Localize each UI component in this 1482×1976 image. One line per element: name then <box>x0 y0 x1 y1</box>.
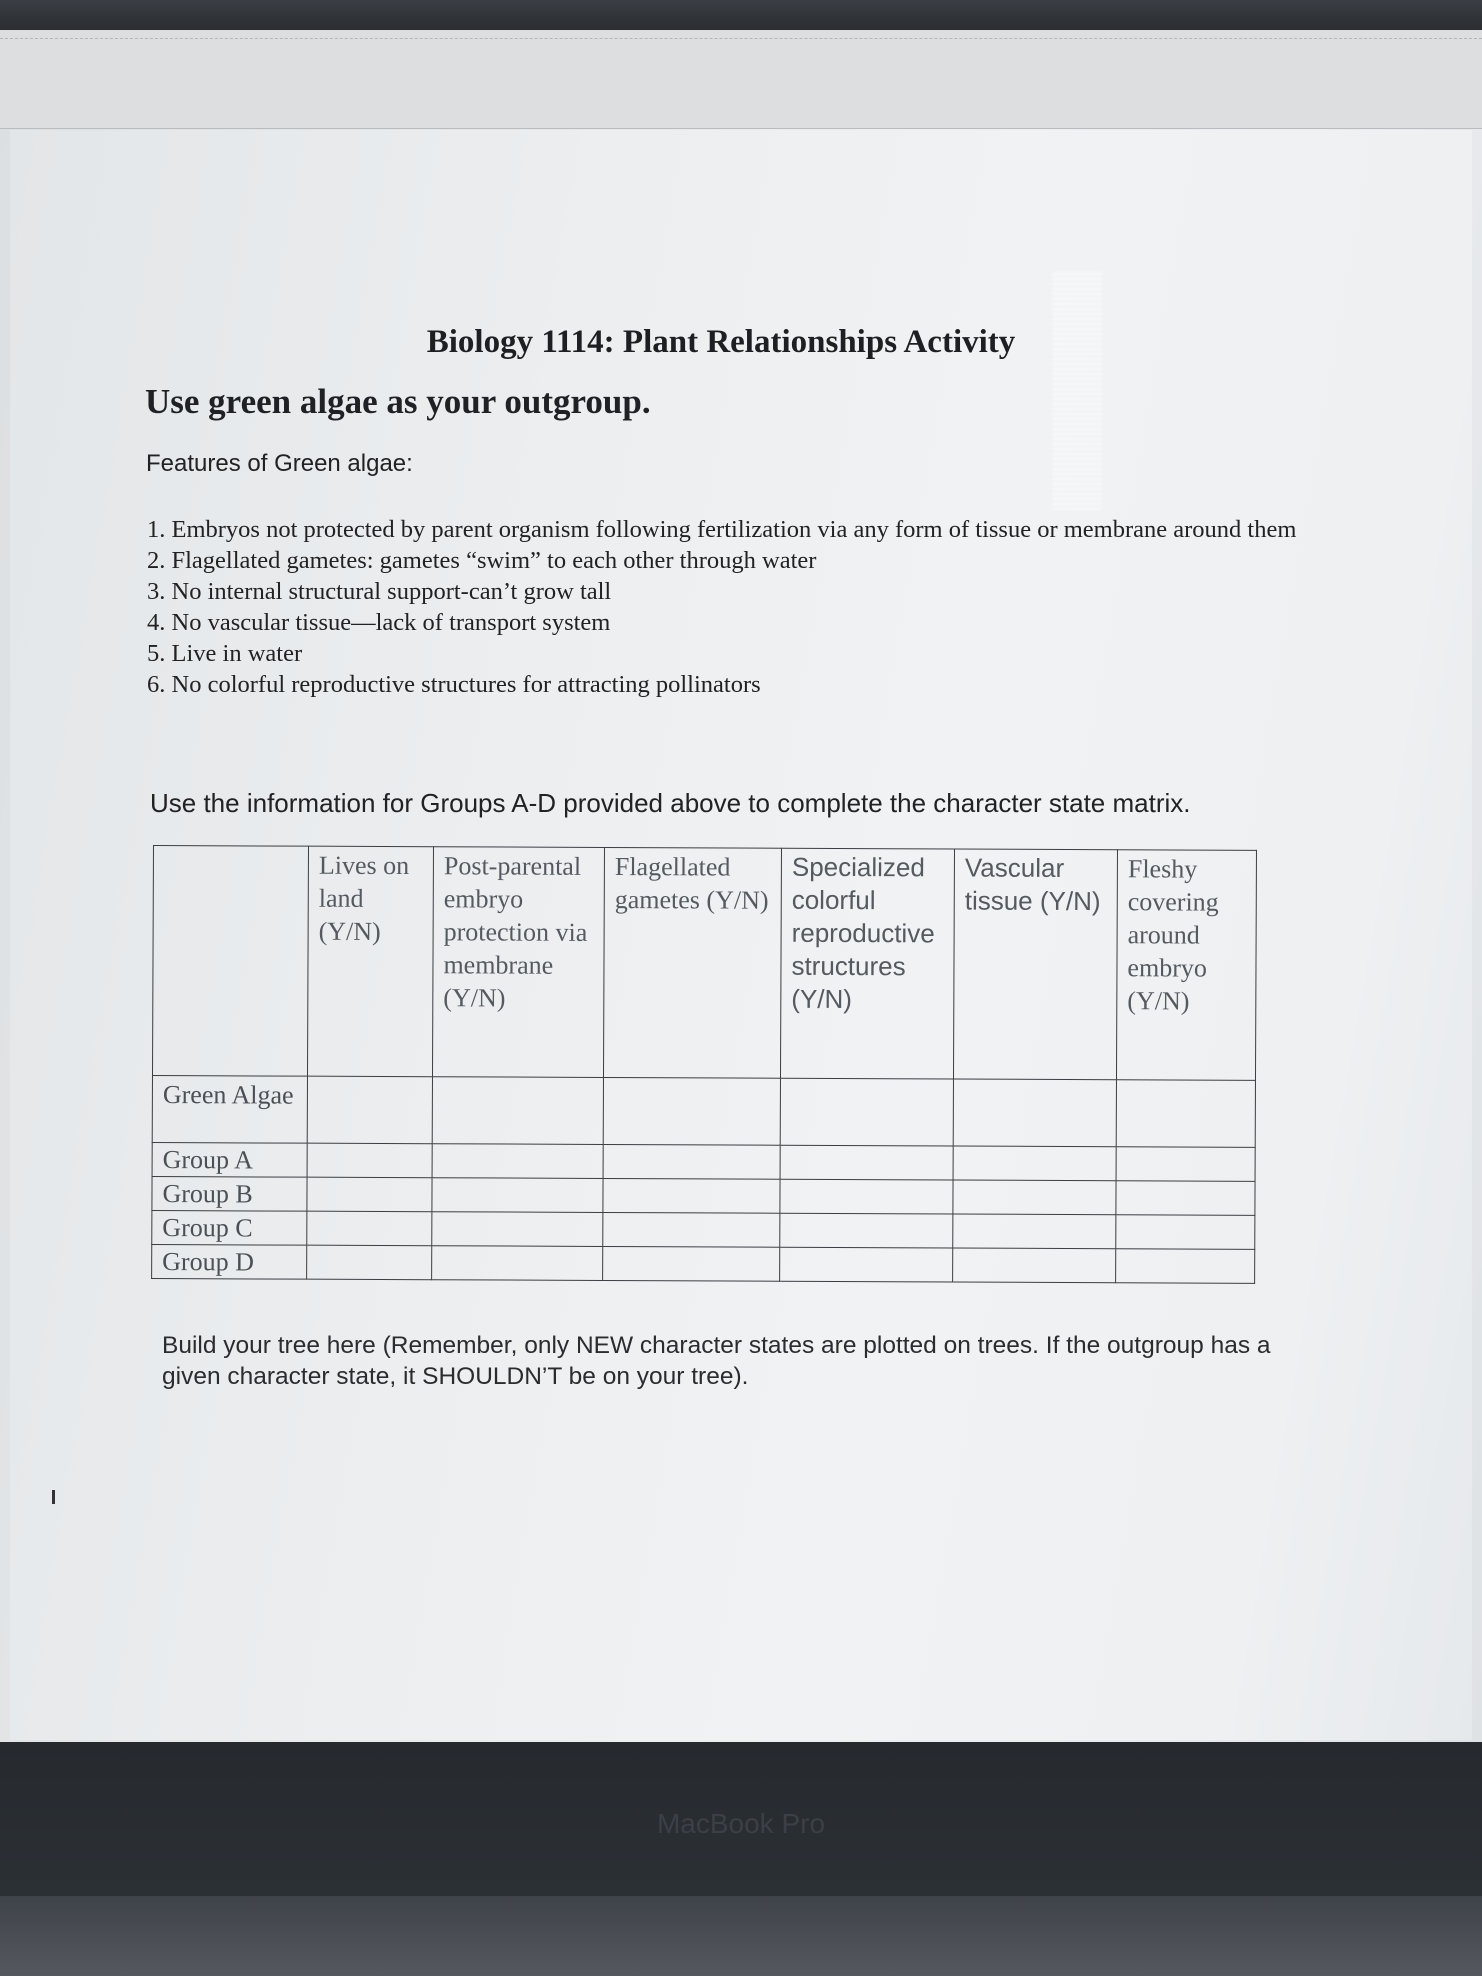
row-label-group-c: Group C <box>152 1210 307 1245</box>
matrix-cell[interactable] <box>432 1144 603 1179</box>
matrix-cell[interactable] <box>1116 1215 1255 1250</box>
laptop-base <box>0 1896 1482 1976</box>
column-header-reproductive-structures: Specialized colorful reproductive structures (Y/N) <box>780 848 954 1079</box>
list-item: 4. No vascular tissue—lack of transport system <box>147 609 611 636</box>
matrix-cell[interactable] <box>307 1143 432 1178</box>
list-item: 2. Flagellated gametes: gametes “swim” to each other through water <box>147 547 817 574</box>
matrix-cell[interactable] <box>603 1077 780 1145</box>
column-header-fleshy-covering: Fleshy covering around embryo (Y/N) <box>1116 850 1256 1081</box>
matrix-cell[interactable] <box>432 1178 603 1213</box>
row-label-group-b: Group B <box>152 1176 307 1211</box>
table-row <box>152 1176 1255 1215</box>
character-state-matrix <box>151 845 1257 1284</box>
list-item: 3. No internal structural support-can’t grow tall <box>147 578 612 605</box>
device-brand-label: MacBook Pro <box>656 1808 826 1839</box>
matrix-cell[interactable] <box>1116 1080 1255 1148</box>
document-toolbar-strip <box>0 30 1482 129</box>
matrix-cell[interactable] <box>953 1214 1116 1249</box>
column-header-lives-on-land: Lives on land (Y/N) <box>307 846 433 1077</box>
text-cursor-mark <box>52 1490 55 1504</box>
table-row <box>152 1244 1255 1283</box>
list-item: 5. Live in water <box>147 640 303 667</box>
matrix-cell[interactable] <box>780 1213 953 1248</box>
screen-glare <box>1052 270 1102 510</box>
matrix-header-row <box>152 846 1256 1081</box>
column-header-vascular-tissue: Vascular tissue (Y/N) <box>953 849 1117 1080</box>
matrix-cell[interactable] <box>603 1144 780 1179</box>
matrix-cell[interactable] <box>780 1078 953 1146</box>
list-item: 1. Embryos not protected by parent organism following fertilization via any form of tissue or membrane around them <box>147 516 1297 543</box>
column-header-embryo-protection: Post-parental embryo protection via membrane (Y/N) <box>432 847 604 1078</box>
features-list <box>147 514 1307 700</box>
table-row <box>152 1210 1255 1249</box>
matrix-cell[interactable] <box>780 1247 953 1282</box>
matrix-cell[interactable] <box>953 1079 1116 1147</box>
screen <box>0 30 1482 1742</box>
matrix-cell[interactable] <box>780 1145 953 1180</box>
features-heading: Features of Green algae: <box>146 450 413 477</box>
table-row <box>152 1076 1255 1148</box>
matrix-cell[interactable] <box>1116 1249 1255 1284</box>
matrix-cell[interactable] <box>432 1246 603 1281</box>
matrix-cell[interactable] <box>1116 1147 1255 1182</box>
page-title-text: Biology 1114: Plant Relationships Activity <box>426 324 1016 360</box>
page-title <box>0 324 1462 361</box>
matrix-cell[interactable] <box>603 1178 780 1213</box>
matrix-instructions: Use the information for Groups A-D provided above to complete the character state matrix. <box>150 788 1191 818</box>
ruler-line <box>0 38 1482 39</box>
matrix-cell[interactable] <box>432 1212 603 1247</box>
laptop-top-bezel <box>0 0 1482 30</box>
build-tree-instructions: Build your tree here (Remember, only NEW character states are plotted on trees. If the outgroup has a given character state, it SHOULDN’T be on your tree). <box>162 1332 1271 1390</box>
matrix-cell[interactable] <box>603 1212 780 1247</box>
matrix-cell[interactable] <box>953 1146 1116 1181</box>
matrix-cell[interactable] <box>307 1211 432 1246</box>
matrix-cell[interactable] <box>432 1077 603 1145</box>
row-label-green-algae: Green Algae <box>152 1076 307 1144</box>
table-row <box>152 1142 1255 1181</box>
matrix-cell[interactable] <box>780 1179 953 1214</box>
matrix-cell[interactable] <box>953 1180 1116 1215</box>
row-label-group-a: Group A <box>152 1142 307 1177</box>
matrix-cell[interactable] <box>603 1246 780 1281</box>
list-item: 6. No colorful reproductive structures for attracting pollinators <box>147 671 761 698</box>
column-header-flagellated-gametes: Flagellated gametes (Y/N) <box>603 847 781 1078</box>
matrix-cell[interactable] <box>1116 1181 1255 1216</box>
matrix-cell[interactable] <box>307 1177 432 1212</box>
matrix-corner-cell <box>152 846 308 1077</box>
outgroup-heading: Use green algae as your outgroup. <box>145 382 651 421</box>
matrix-cell[interactable] <box>307 1245 432 1280</box>
matrix-cell[interactable] <box>307 1076 432 1144</box>
row-label-group-d: Group D <box>152 1244 307 1279</box>
matrix-cell[interactable] <box>953 1248 1116 1283</box>
